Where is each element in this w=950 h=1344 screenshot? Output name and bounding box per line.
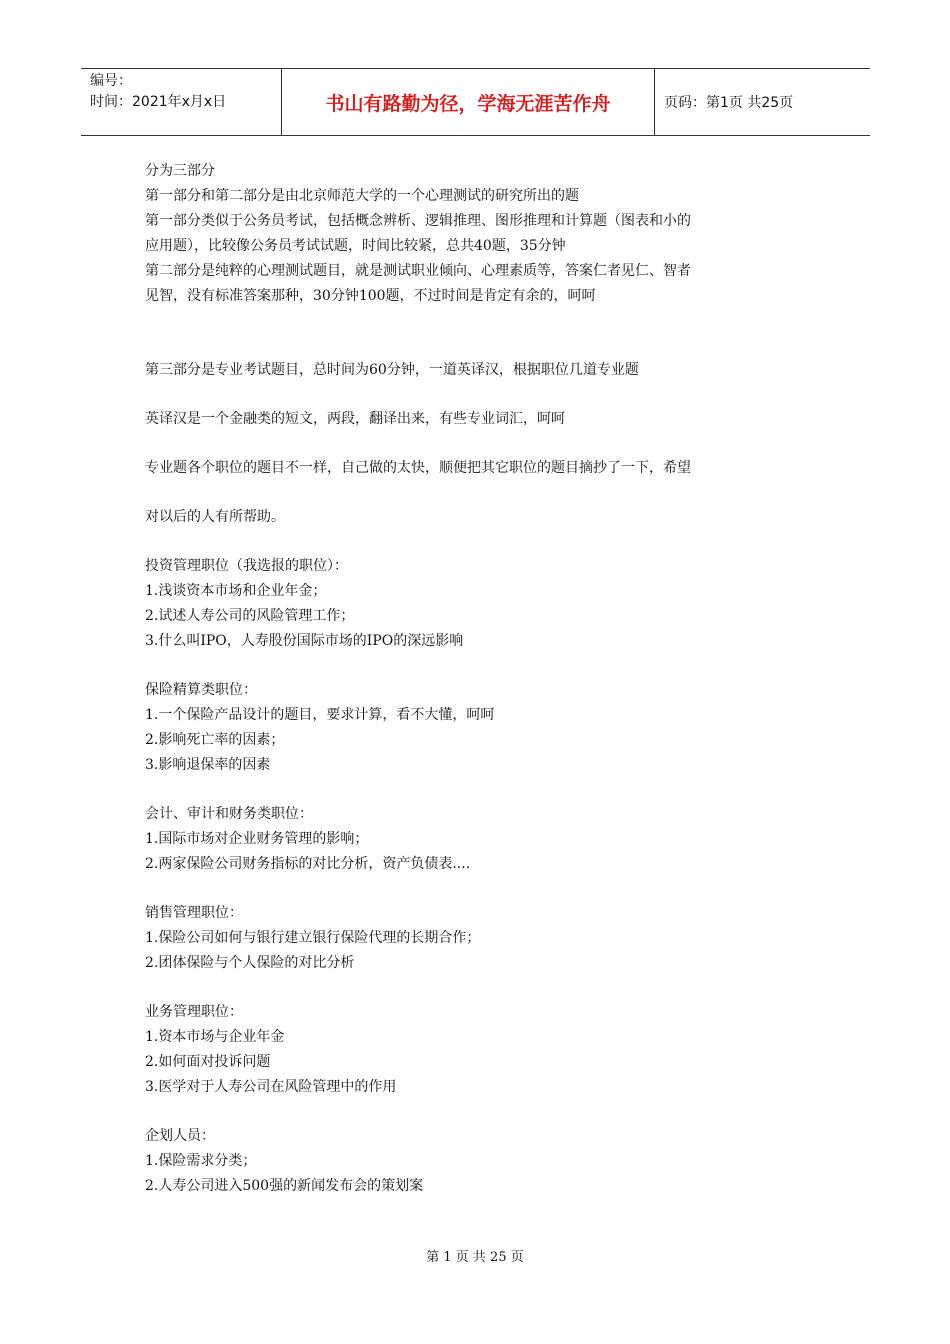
list-item: 1.一个保险产品设计的题目，要求计算，看不大懂，呵呵 bbox=[145, 707, 495, 723]
paragraph-line: 第二部分是纯粹的心理测试题目，就是测试职业倾向、心理素质等，答案仁者见仁、智者 bbox=[145, 263, 691, 279]
paragraph-line: 见智，没有标准答案那种，30分钟100题，不过时间是肯定有余的，呵呵 bbox=[145, 288, 596, 304]
list-item: 2.试述人寿公司的风险管理工作； bbox=[145, 608, 355, 624]
paragraph-line: 应用题），比较像公务员考试试题，时间比较紧，总共40题，35分钟 bbox=[145, 238, 566, 254]
list-item: 1.资本市场与企业年金 bbox=[145, 1029, 285, 1045]
header-table bbox=[81, 68, 870, 136]
list-item: 1.浅谈资本市场和企业年金； bbox=[145, 583, 327, 599]
paragraph-specialty-cont: 对以后的人有所帮助。 bbox=[145, 509, 285, 525]
section-title: 企划人员： bbox=[145, 1128, 215, 1144]
document-body bbox=[145, 159, 805, 1199]
paragraph-line: 第一部分类似于公务员考试，包括概念辨析、逻辑推理、图形推理和计算题（图表和小的 bbox=[145, 213, 691, 229]
section-business bbox=[145, 1000, 805, 1100]
document-number-label: 编号： bbox=[90, 73, 132, 89]
list-item: 1.国际市场对企业财务管理的影响； bbox=[145, 831, 369, 847]
list-item: 2.影响死亡率的因素； bbox=[145, 732, 285, 748]
section-title: 会计、审计和财务类职位： bbox=[145, 806, 313, 822]
section-sales bbox=[145, 901, 805, 976]
section-accounting bbox=[145, 802, 805, 877]
paragraph-line: 分为三部分 bbox=[145, 163, 215, 179]
section-actuarial bbox=[145, 678, 805, 778]
list-item: 2.人寿公司进入500强的新闻发布会的策划案 bbox=[145, 1178, 424, 1194]
header-page-info: 页码：第1页 共25页 bbox=[664, 95, 794, 111]
document-time-label: 时间：2021年x月x日 bbox=[90, 94, 227, 110]
paragraph-line: 第一部分和第二部分是由北京师范大学的一个心理测试的研究所出的题 bbox=[145, 188, 579, 204]
list-item: 3.影响退保率的因素 bbox=[145, 757, 271, 773]
paragraph-part3: 第三部分是专业考试题目，总时间为60分钟，一道英译汉，根据职位几道专业题 bbox=[145, 362, 639, 378]
paragraph-translation: 英译汉是一个金融类的短文，两段，翻译出来，有些专业词汇，呵呵 bbox=[145, 411, 565, 427]
section-title: 销售管理职位： bbox=[145, 905, 243, 921]
section-title: 业务管理职位： bbox=[145, 1004, 243, 1020]
paragraph-specialty: 专业题各个职位的题目不一样，自己做的太快，顺便把其它职位的题目摘抄了一下，希望 bbox=[145, 460, 691, 476]
list-item: 2.团体保险与个人保险的对比分析 bbox=[145, 955, 355, 971]
section-planning bbox=[145, 1124, 805, 1199]
section-investment bbox=[145, 554, 805, 654]
list-item: 3.什么叫IPO，人寿股份国际市场的IPO的深远影响 bbox=[145, 633, 464, 649]
section-title: 保险精算类职位： bbox=[145, 682, 257, 698]
list-item: 2.如何面对投诉问题 bbox=[145, 1054, 271, 1070]
page-footer: 第 1 页 共 25 页 bbox=[426, 1250, 524, 1265]
list-item: 1.保险需求分类； bbox=[145, 1153, 257, 1169]
section-title: 投资管理职位（我选报的职位）： bbox=[145, 558, 348, 574]
header-motto: 书山有路勤为径，学海无涯苦作舟 bbox=[282, 69, 655, 135]
header-meta-cell bbox=[81, 69, 282, 135]
list-item: 1.保险公司如何与银行建立银行保险代理的长期合作； bbox=[145, 930, 481, 946]
list-item: 2.两家保险公司财务指标的对比分析，资产负债表.... bbox=[145, 856, 471, 872]
list-item: 3.医学对于人寿公司在风险管理中的作用 bbox=[145, 1079, 397, 1095]
